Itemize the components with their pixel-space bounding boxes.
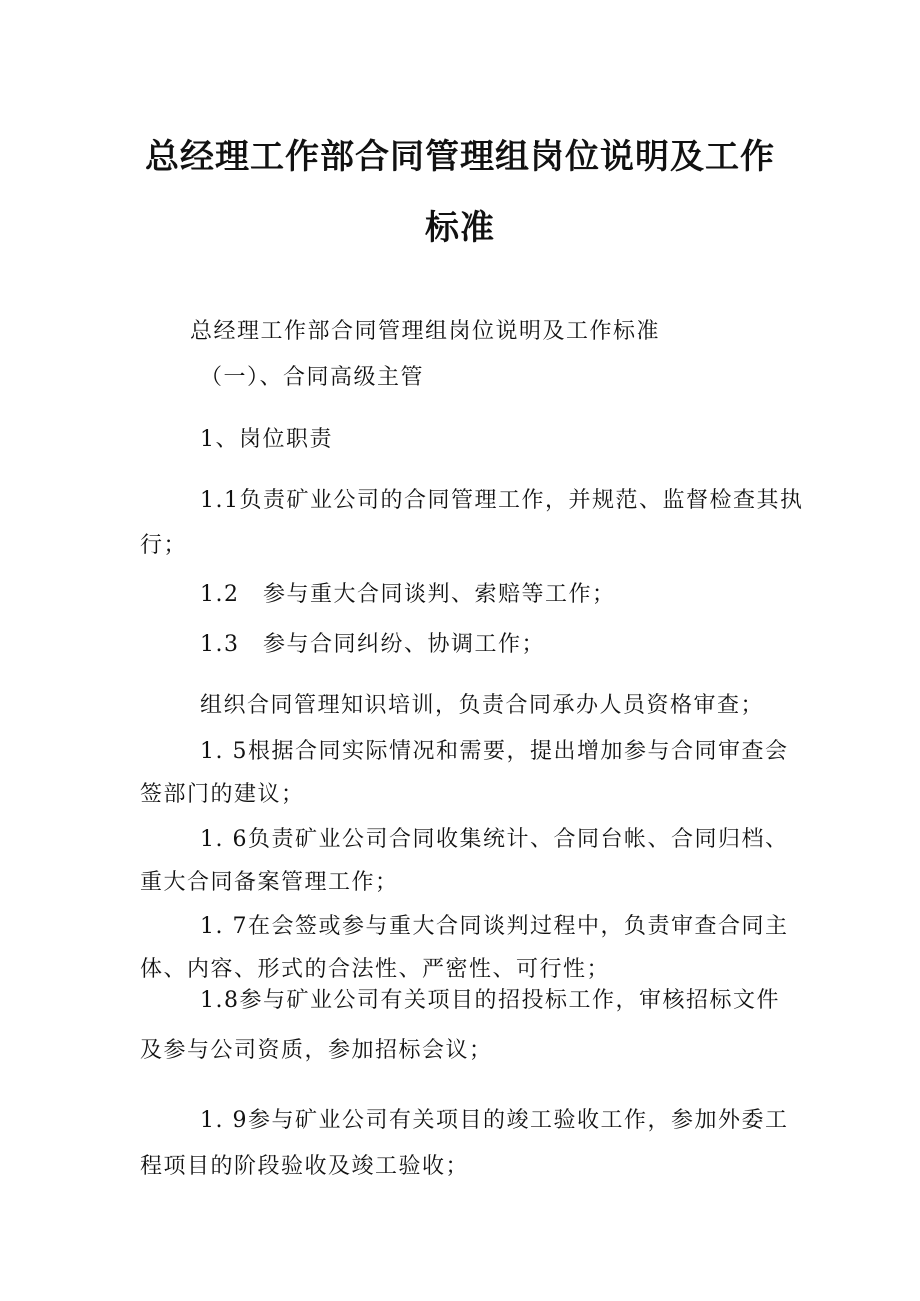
- duties-heading: 1、岗位职责: [200, 427, 333, 452]
- item-1-8-line-2: 及参与公司资质，参加招标会议；: [140, 1038, 493, 1063]
- item-1-7-line-2: 体、内容、形式的合法性、严密性、可行性；: [140, 957, 611, 982]
- document-title-line-1: 总经理工作部合同管理组岗位说明及工作: [145, 137, 775, 177]
- item-1-5-line-1: 1. 5根据合同实际情况和需要，提出增加参与合同审查会: [200, 739, 789, 764]
- item-1-5-line-2: 签部门的建议；: [140, 782, 305, 807]
- section-heading: （一）、合同高级主管: [200, 365, 425, 390]
- document-subtitle: 总经理工作部合同管理组岗位说明及工作标准: [190, 319, 661, 344]
- item-1-2: 1.2 参与重大合同谈判、索赔等工作；: [200, 582, 616, 607]
- item-1-9-line-2: 程项目的阶段验收及竣工验收；: [140, 1154, 470, 1179]
- item-1-6-line-1: 1. 6负责矿业公司合同收集统计、合同台帐、合同归档、: [200, 827, 789, 852]
- item-1-8-line-1: 1.8参与矿业公司有关项目的招投标工作，审核招标文件: [200, 988, 780, 1013]
- item-1-4: 组织合同管理知识培训，负责合同承办人员资格审查；: [200, 693, 765, 718]
- item-1-3: 1.3 参与合同纠纷、协调工作；: [200, 632, 545, 657]
- item-1-6-line-2: 重大合同备案管理工作；: [140, 870, 399, 895]
- item-1-1-line-2: 行；: [140, 533, 188, 558]
- document-title-line-2: 标准: [425, 208, 495, 248]
- item-1-1-line-1: 1.1负责矿业公司的合同管理工作，并规范、监督检查其执: [200, 488, 804, 513]
- item-1-7-line-1: 1. 7在会签或参与重大合同谈判过程中，负责审查合同主: [200, 914, 789, 939]
- item-1-9-line-1: 1. 9参与矿业公司有关项目的竣工验收工作，参加外委工: [200, 1108, 789, 1133]
